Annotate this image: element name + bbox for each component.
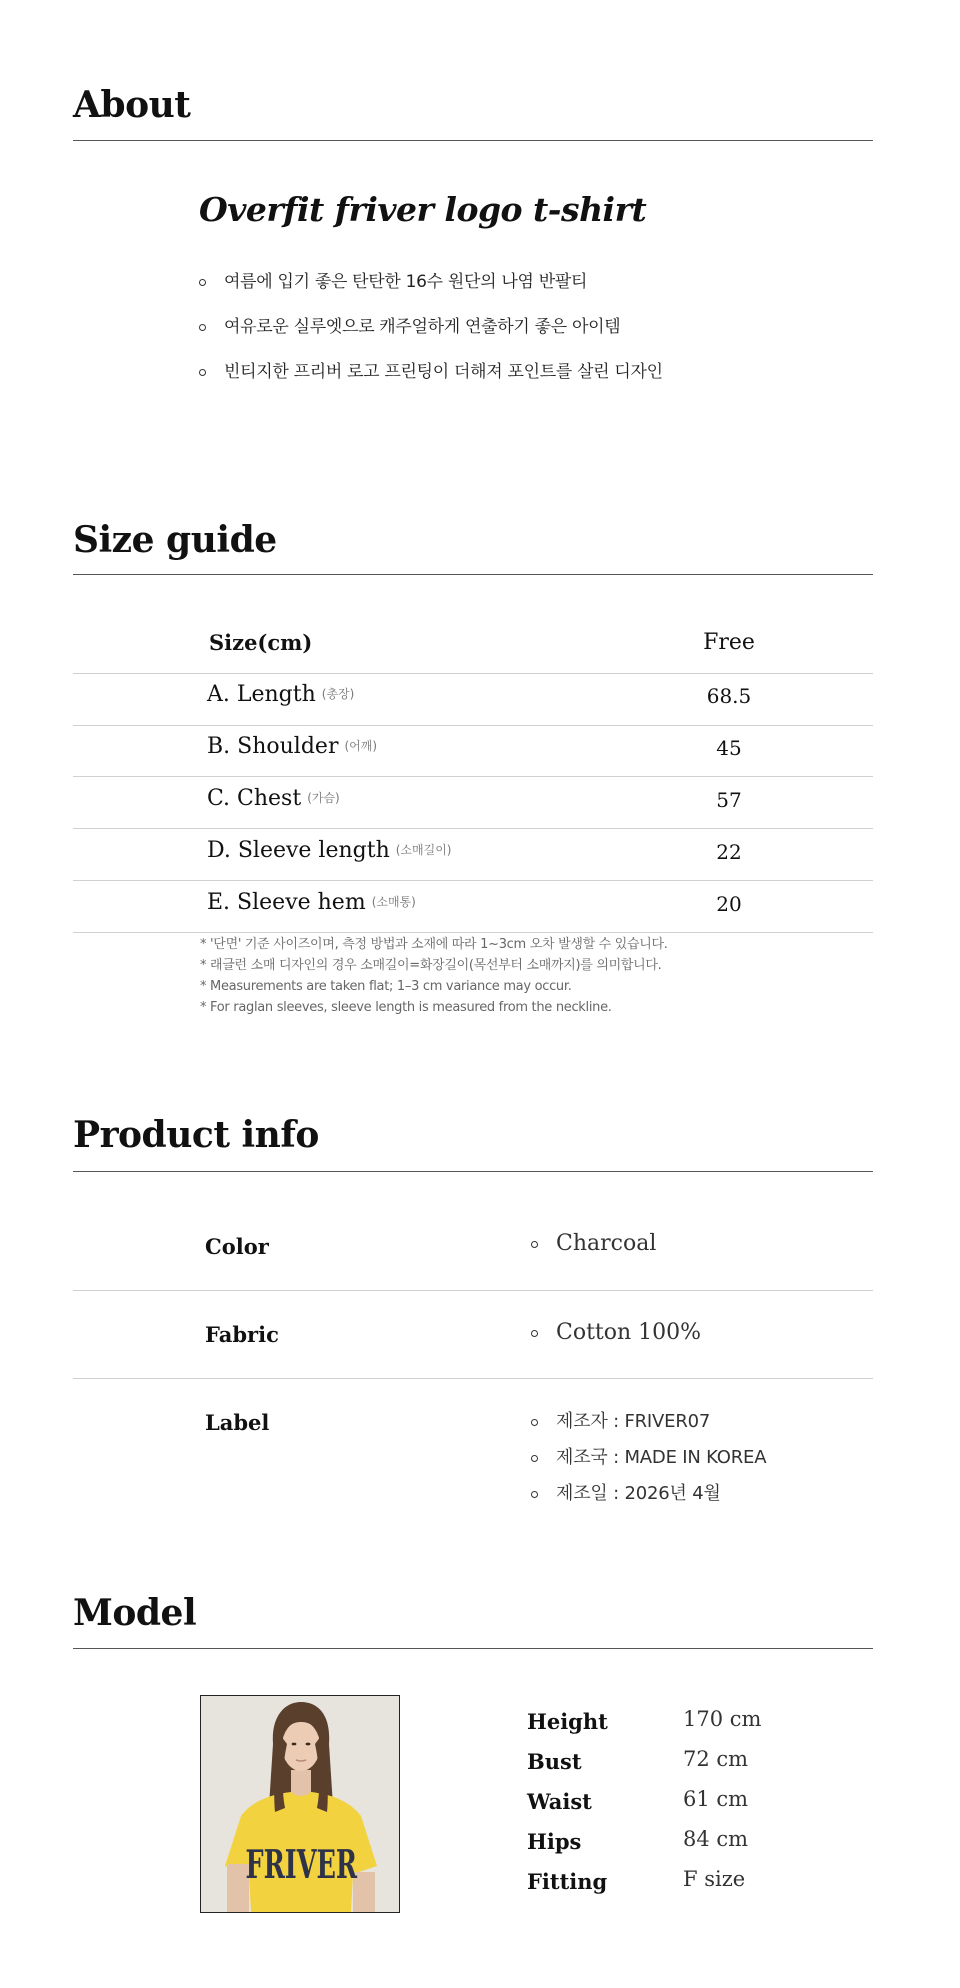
model-photo [200,1695,400,1913]
model-stat-label: Hips [527,1829,582,1854]
size-row-label: D. Sleeve length (소매길이) [207,838,452,863]
size-row-value: 45 [716,736,742,760]
model-stat-value: 170 cm [683,1707,762,1731]
label-label: Label [205,1410,270,1435]
about-bullet: 빈티지한 프리버 로고 프린팅이 더해져 포인트를 살린 디자인 [199,360,663,405]
model-stat-value: 61 cm [683,1787,749,1811]
about-bullet-list [199,270,663,405]
size-note: * For raglan sleeves, sleeve length is measured from the neckline. [200,1000,612,1015]
product-info-title: Product info [73,1114,319,1156]
about-divider [73,140,873,141]
size-row-label: E. Sleeve hem (소매통) [207,890,416,915]
product-info-row-divider [73,1378,873,1379]
size-row-value: 57 [716,788,742,812]
model-stat-value: F size [683,1867,746,1891]
fabric-value: Cotton 100% [531,1318,701,1348]
model-stat-label: Waist [527,1789,592,1814]
color-label: Color [205,1234,269,1259]
size-row-label: C. Chest (가슴) [207,786,340,811]
size-guide-divider [73,574,873,575]
fabric-values [531,1318,701,1348]
label-value: 제조자 : FRIVER07 [531,1410,766,1446]
model-stat-value: 72 cm [683,1747,749,1771]
size-row-value: 20 [716,892,742,916]
label-values [531,1410,766,1518]
size-row-divider [73,673,873,674]
size-note: * Measurements are taken flat; 1–3 cm variance may occur. [200,979,572,994]
size-note: * '단면' 기준 사이즈이며, 측정 방법과 소재에 따라 1~3cm 오차 발생할 수 있습니다. [200,937,668,952]
label-value: 제조국 : MADE IN KOREA [531,1446,766,1482]
model-stat-label: Fitting [527,1869,608,1894]
about-bullet: 여름에 입기 좋은 탄탄한 16수 원단의 나염 반팔티 [199,270,663,315]
size-note: * 래글런 소매 디자인의 경우 소매길이=화장길이(목선부터 소매까지)를 의미합니다. [200,958,662,973]
model-stat-label: Bust [527,1749,582,1774]
product-name: Overfit friver logo t-shirt [199,190,647,229]
product-info-divider [73,1171,873,1172]
about-bullet: 여유로운 실루엣으로 캐주얼하게 연출하기 좋은 아이템 [199,315,663,360]
model-illustration [201,1696,399,1912]
size-guide-title: Size guide [73,519,277,561]
size-row-divider [73,880,873,881]
model-title: Model [73,1592,197,1634]
size-row-value: 22 [716,840,742,864]
color-values [531,1229,656,1259]
product-info-row-divider [73,1290,873,1291]
label-value: 제조일 : 2026년 4월 [531,1482,766,1518]
size-row-value: 68.5 [706,684,752,708]
size-header-label: Size(cm) [209,630,313,655]
size-notes [200,934,668,1018]
size-row-divider [73,776,873,777]
shirt-print: FRIVER [245,1841,358,1888]
color-value: Charcoal [531,1229,656,1259]
model-divider [73,1648,873,1649]
model-stat-value: 84 cm [683,1827,749,1851]
size-row-label: B. Shoulder (어깨) [207,734,378,759]
model-stat-label: Height [527,1709,608,1734]
size-row-label: A. Length (총장) [207,682,355,707]
size-row-divider [73,725,873,726]
size-row-divider [73,828,873,829]
size-row-divider [73,932,873,933]
about-title: About [73,84,191,126]
size-header-value: Free [703,630,755,655]
fabric-label: Fabric [205,1322,279,1347]
